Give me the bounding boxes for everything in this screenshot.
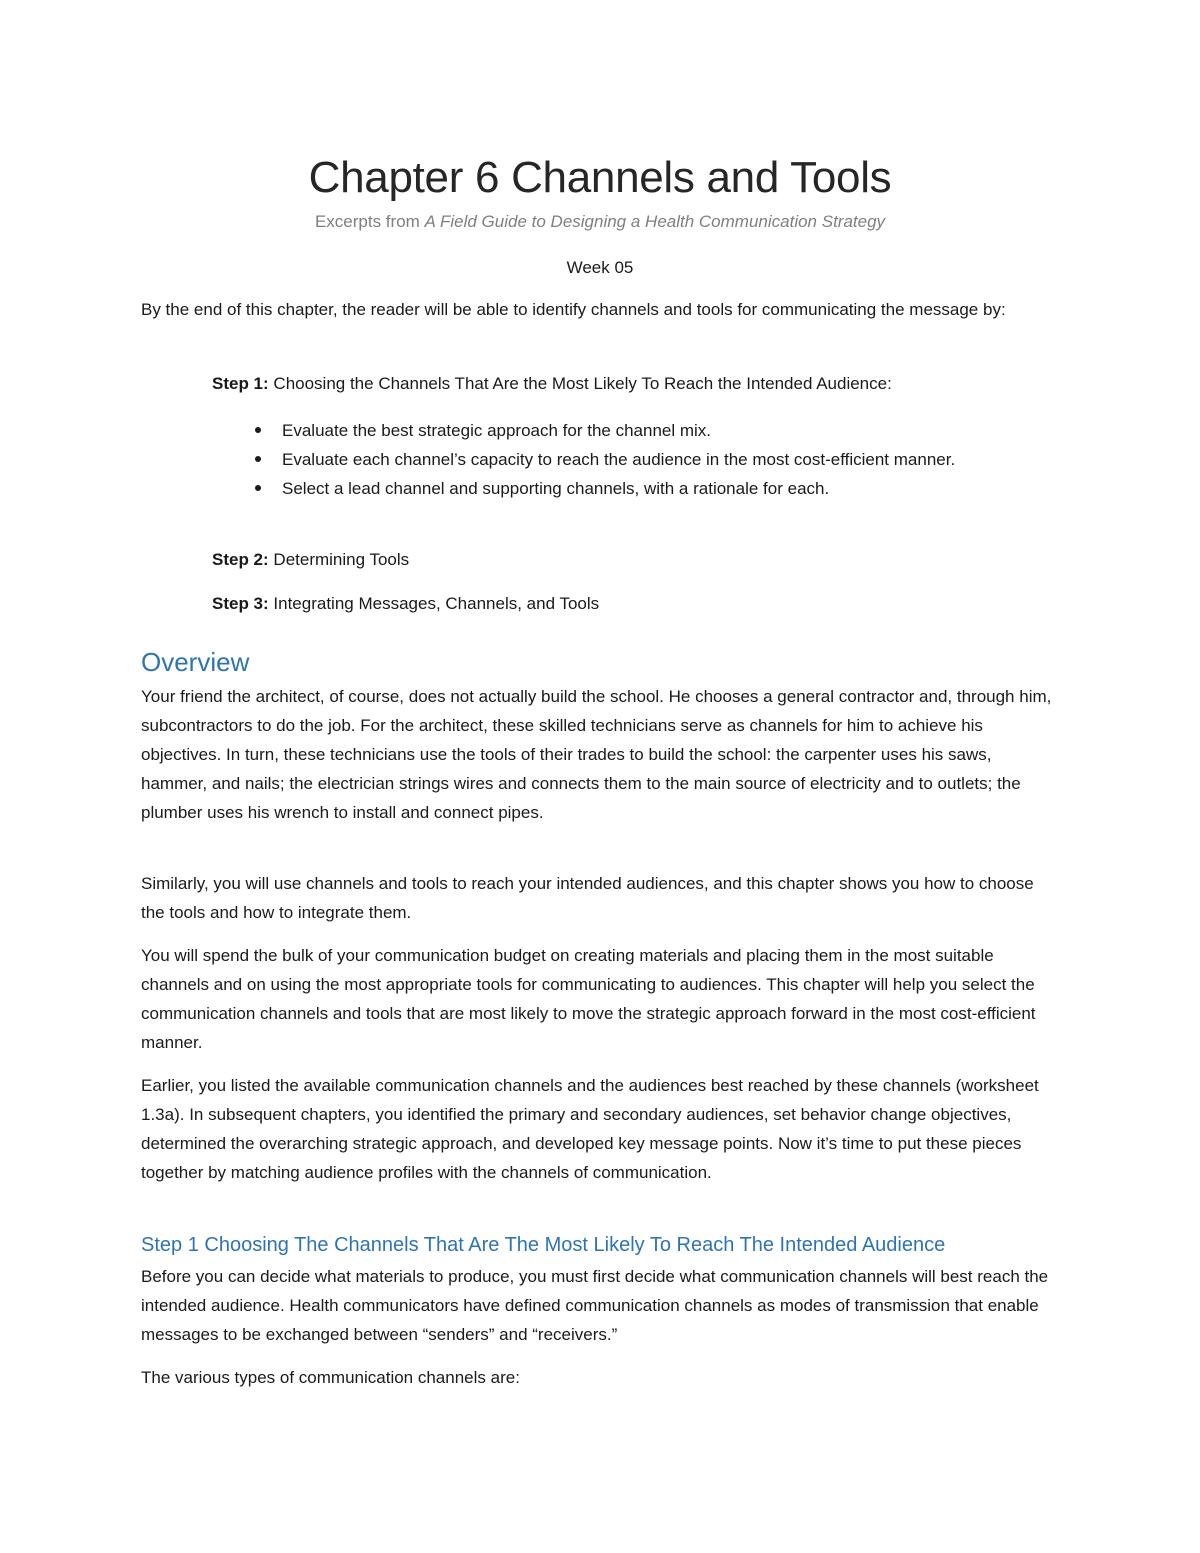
week-label: Week 05 (566, 258, 634, 277)
step-1-text: Choosing the Channels That Are the Most Likely To Reach the Intended Audience: (268, 374, 892, 393)
list-item (255, 445, 1015, 474)
overview-heading: Overview (141, 647, 250, 677)
overview-paragraph-1: Your friend the architect, of course, does not actually build the school. He chooses a general contractor and, through him, subcontractors to do the job. For the architect, these skilled technicians serve as channels for him to achieve his objectives. In turn, these technicians use the tools of their trades to build the school: the carpenter uses his saws, hammer, and nails; the electrician strings wires and connects them to the main source of electricity and to outlets; the plumber uses his wrench to install and connect pipes. (141, 687, 1052, 822)
intro-paragraph: By the end of this chapter, the reader will be able to identify channels and tools for communicating the message by: (141, 300, 1006, 319)
list-item (255, 416, 1015, 445)
subtitle-prefix: Excerpts from (314, 212, 425, 231)
step-1-bullet-list (255, 416, 1015, 503)
overview-paragraph-3: You will spend the bulk of your communication budget on creating materials and placing them in the most suitable channels and on using the most appropriate tools for communicating to audiences. This chapter will help you select the communication channels and tools that are most likely to move the strategic approach forward in the most cost-efficient manner. (141, 946, 1036, 1052)
document-subtitle (141, 210, 1059, 234)
step-3-label: Step 3: (212, 594, 269, 613)
step-1-paragraph-1: Before you can decide what materials to produce, you must first decide what communication channels will best reach the intended audience. Health communicators have defined communication channels as modes of transmission that enable messages to be exchanged between “senders” and “receivers.” (141, 1267, 1049, 1344)
overview-paragraph-2: Similarly, you will use channels and tools to reach your intended audiences, and this chapter shows you how to choose the tools and how to integrate them. (141, 874, 1034, 922)
bullet-icon (255, 427, 261, 433)
overview-paragraph-4: Earlier, you listed the available communication channels and the audiences best reached by these channels (worksheet 1.3a). In subsequent chapters, you identified the primary and secondary audiences, set behavior change objectives, determined the overarching strategic approach, and developed key message points. Now it’s time to put these pieces together by matching audience profiles with the channels of communication. (141, 1076, 1039, 1182)
step-1-paragraph-2: The various types of communication channels are: (141, 1368, 520, 1387)
step-3-text: Integrating Messages, Channels, and Tools (268, 594, 600, 613)
step-1-label: Step 1: (212, 374, 269, 393)
bullet-icon (255, 485, 261, 491)
bullet-icon (255, 456, 261, 462)
step-2-text: Determining Tools (268, 550, 410, 569)
bullet-text: Evaluate the best strategic approach for the channel mix. (282, 421, 712, 440)
step-3-line (212, 592, 599, 616)
subtitle-book-title: A Field Guide to Designing a Health Communication Strategy (424, 212, 886, 231)
step-2-line (212, 548, 409, 572)
step-2-label: Step 2: (212, 550, 269, 569)
list-item (255, 474, 1015, 503)
bullet-text: Select a lead channel and supporting channels, with a rationale for each. (282, 479, 830, 498)
bullet-text: Evaluate each channel’s capacity to reach the audience in the most cost-efficient manner. (282, 450, 956, 469)
document-title: Chapter 6 Channels and Tools (308, 153, 892, 202)
step-1-heading: Step 1 Choosing The Channels That Are The Most Likely To Reach The Intended Audience (141, 1234, 946, 1256)
step-1-line (212, 372, 892, 396)
